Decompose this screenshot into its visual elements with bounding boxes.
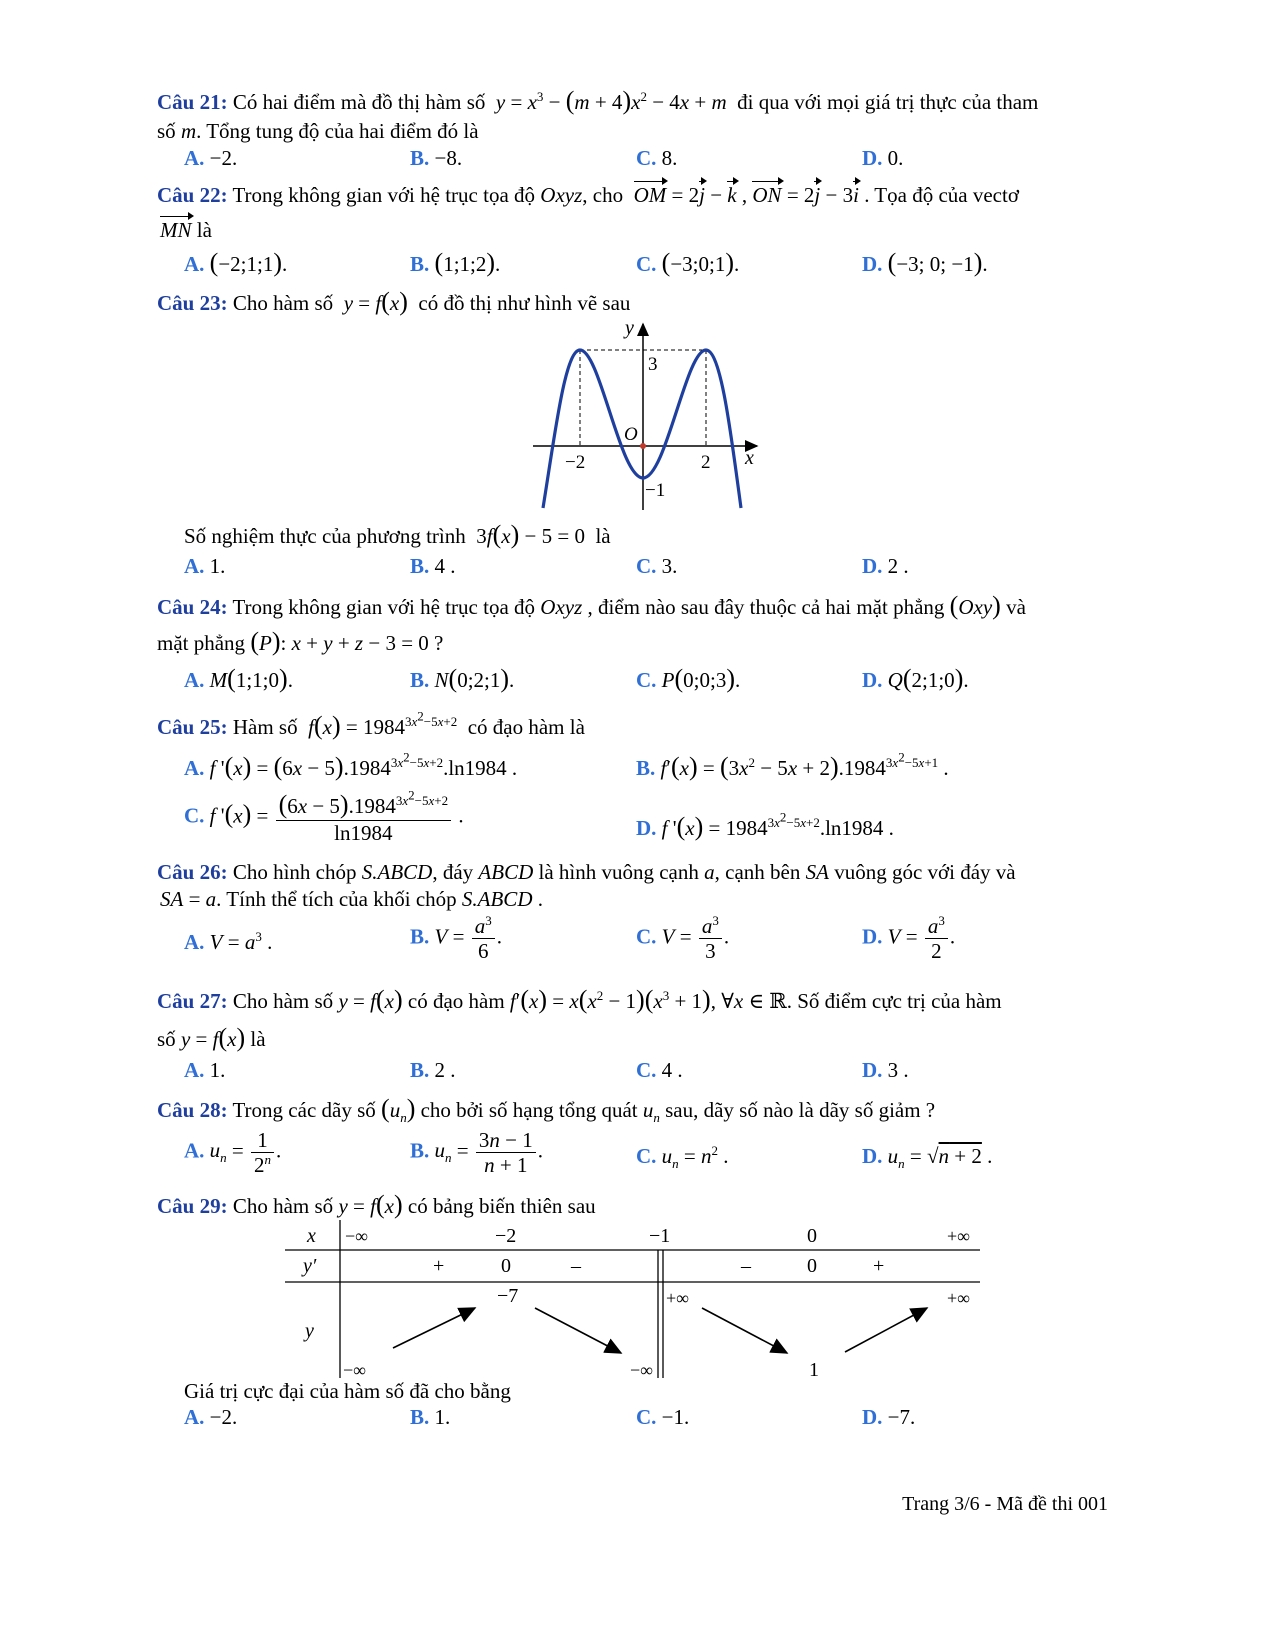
option-label: A. <box>184 756 205 780</box>
option-label: D. <box>862 252 883 276</box>
q27-line2-b: là <box>250 1027 266 1051</box>
option-label: D. <box>862 1058 883 1082</box>
q29-label: Câu 29: <box>157 1194 228 1218</box>
q28-label: Câu 28: <box>157 1098 228 1122</box>
option-value: −3; 0; −1 <box>896 252 974 276</box>
q23-line1 <box>157 287 630 317</box>
option-value: −2;1;1 <box>218 252 274 276</box>
option-value: 4 <box>661 1058 673 1082</box>
q22-text-b: , cho <box>582 183 624 207</box>
q27-text-c: . Số điểm cực trị của hàm <box>786 989 1002 1013</box>
q23-question: Số nghiệm thực của phương trình 3f(x) − 5 = 0 là <box>184 520 611 549</box>
q24-text-a: Trong không gian với hệ trục tọa độ <box>232 595 536 619</box>
q25-fraction: $\frac{(6x - 5).1984^{3x^2-5x+2}}{\ln 1984}$ <box>276 790 452 845</box>
q28-option-b[interactable]: B. $u_n$ = $\frac{3n - 1}{n + 1}$ . <box>410 1128 543 1178</box>
x-zero: 0 <box>807 1225 817 1247</box>
q28-text-a: Trong các dãy số <box>232 1098 376 1122</box>
q21-option-d[interactable]: D. 0. <box>862 146 904 170</box>
q23-text-b: có đồ thị như hình vẽ sau <box>418 291 631 315</box>
q24-option-b[interactable]: B. N(0;2;1). <box>410 664 515 693</box>
origin-dot <box>640 443 646 449</box>
option-label: B. <box>410 1138 430 1163</box>
variation-table <box>285 1220 985 1382</box>
option-label: C. <box>636 1058 657 1082</box>
option-label: C. <box>636 668 657 692</box>
option-label: A. <box>184 1405 205 1429</box>
option-value: 2 <box>887 554 899 578</box>
arrow-down-1 <box>535 1308 621 1353</box>
q21-option-b[interactable]: B. −8. <box>410 146 463 170</box>
q25-text-a: Hàm số <box>232 715 298 739</box>
option-label: C. <box>636 554 657 578</box>
q27-line2-a: số <box>157 1027 176 1051</box>
option-value: 3 <box>887 1058 899 1082</box>
option-value: −3;0;1 <box>670 252 726 276</box>
q28-option-a[interactable]: A. $u_n$ = $\frac{1}{2^n}$ . <box>184 1128 282 1178</box>
q22-formula: OM = 2j − k , ON = 2j − 3i <box>633 183 859 207</box>
q23-option-c[interactable]: C. 3. <box>636 554 678 578</box>
option-value: 1 <box>209 1058 221 1082</box>
q25-option-d[interactable]: D. f '$(x) = 1984^{3x^2-5x+2}.\ln 1984$ . <box>636 809 894 841</box>
option-label: B. <box>410 554 430 578</box>
option-label: C. <box>636 252 657 276</box>
y-plus-inf-right: +∞ <box>947 1288 970 1308</box>
y-one: 1 <box>809 1359 819 1381</box>
option-value: −8 <box>434 146 457 170</box>
x-minus-1: −1 <box>649 1225 671 1247</box>
q26-line2: SA = a. Tính thể tích của khối chóp S.ABCD . <box>160 887 543 911</box>
q26-text-d: , cạnh bên <box>714 860 801 884</box>
option-label: D. <box>862 146 883 170</box>
option-label: D. <box>862 668 883 692</box>
y-axis-label: y <box>625 317 634 339</box>
sign-minus-2: – <box>741 1255 751 1277</box>
option-label: A. <box>184 1058 205 1082</box>
q29-option-a[interactable]: A. −2. <box>184 1405 238 1429</box>
option-label: D. <box>636 816 657 840</box>
arrow-up-2 <box>845 1308 927 1352</box>
q21-text-a: Có hai điểm mà đồ thị hàm số <box>232 90 486 114</box>
q22-text-a: Trong không gian với hệ trục tọa độ <box>232 183 536 207</box>
row-x-label: x <box>307 1225 316 1247</box>
option-label: B. <box>410 668 430 692</box>
q27-option-c[interactable]: C. 4 . <box>636 1058 683 1082</box>
q24-option-d[interactable]: D. Q(2;1;0). <box>862 664 969 693</box>
fraction: $\frac{1}{2^n}$ <box>251 1128 274 1177</box>
q24-label: Câu 24: <box>157 595 228 619</box>
q26-text-e: vuông góc với đáy và <box>834 860 1016 884</box>
q22-label: Câu 22: <box>157 183 228 207</box>
q24-line2: mặt phẳng (P): x + y + z − 3 = 0 ? <box>157 627 444 656</box>
option-label: A. <box>184 1138 205 1163</box>
y-minus-inf-left: −∞ <box>343 1360 366 1380</box>
q29-text-b: có bảng biến thiên sau <box>407 1194 596 1218</box>
q26-label: Câu 26: <box>157 860 228 884</box>
q21-formula: $y = x^3 - (m + 4)x^2 - 4x + m$ <box>495 86 727 115</box>
option-label: A. <box>184 252 205 276</box>
sign-minus-1: – <box>571 1255 581 1277</box>
q29-line1: Câu 29: Cho hàm số y = f(x) có bảng biến thiên sau <box>157 1190 596 1219</box>
option-value: 1 <box>434 1405 446 1429</box>
tick-minus-1: −1 <box>645 480 666 501</box>
q28-text-b: cho bởi số hạng tổng quát <box>420 1098 638 1122</box>
q22-option-a[interactable]: A. (−2;1;1). <box>184 248 288 277</box>
q26-line1: Câu 26: Cho hình chóp S.ABCD, đáy ABCD là hình vuông cạnh a, cạnh bên SA vuông góc với đáy và <box>157 860 1016 884</box>
option-value: −2 <box>209 1405 233 1429</box>
q23-formula: y = f(x) <box>343 287 408 316</box>
option-value: 8 <box>661 146 673 170</box>
page-footer: Trang 3/6 - Mã đề thi 001 <box>902 1493 1108 1515</box>
q22-line2: MN là <box>160 218 212 242</box>
sign-plus-1: + <box>433 1255 445 1277</box>
option-label: A. <box>184 930 205 954</box>
option-value: 1 <box>209 554 221 578</box>
option-point: Q <box>887 668 903 692</box>
arrow-up-1 <box>393 1308 475 1348</box>
q23-text: Cho hàm số <box>232 291 334 315</box>
q23-option-d[interactable]: D. 2 . <box>862 554 909 578</box>
q25-text-b: có đạo hàm là <box>467 715 585 739</box>
q26-option-a[interactable]: A. $V = a^3$ . <box>184 929 273 954</box>
q22-option-c[interactable]: C. (−3;0;1). <box>636 248 740 277</box>
tick-minus-2: −2 <box>565 452 586 473</box>
q27-text-a: Cho hàm số <box>232 989 334 1013</box>
q28-option-c[interactable]: C. $u_n = n^2$ . <box>636 1143 729 1172</box>
option-label: A. <box>184 668 205 692</box>
option-label: A. <box>184 554 205 578</box>
option-label: C. <box>636 924 657 949</box>
q23-question-end: là <box>595 524 611 548</box>
q28-option-d[interactable]: D. $u_n = √n + 2$ . <box>862 1144 993 1172</box>
option-point: N <box>434 668 449 692</box>
q29-text-a: Cho hàm số <box>232 1194 334 1218</box>
option-label: D. <box>862 1405 883 1429</box>
function-curve <box>543 350 741 508</box>
option-label: B. <box>410 252 430 276</box>
q24-option-a[interactable]: A. M(1;1;0). <box>184 664 293 693</box>
y-plus-inf-mid: +∞ <box>666 1288 689 1308</box>
yprime-zero-1: 0 <box>501 1255 511 1277</box>
option-label: C. <box>184 803 205 828</box>
fraction: $\frac{a^3}{2}$ <box>925 914 948 963</box>
q22-text-c: . Tọa độ của vectơ <box>864 183 1019 207</box>
option-label: C. <box>636 1405 657 1429</box>
row-yprime-label: y′ <box>303 1255 317 1277</box>
q22-option-b[interactable]: B. (1;1;2). <box>410 248 501 277</box>
option-label: B. <box>410 1405 430 1429</box>
tick-2: 2 <box>701 452 711 473</box>
q24-option-c[interactable]: C. P(0;0;3). <box>636 664 741 693</box>
fraction: $\frac{a^3}{3}$ <box>699 914 722 963</box>
option-label: B. <box>636 756 656 780</box>
option-label: B. <box>410 924 430 949</box>
q21-option-a[interactable]: A. −2. <box>184 146 238 170</box>
option-label: C. <box>636 1144 657 1168</box>
fraction: $\frac{a^3}{6}$ <box>472 914 495 963</box>
q28-line1: Câu 28: Trong các dãy số $(u_n)$ cho bởi số hạng tổng quát $u_n$ sau, dãy số nào là dãy số giảm ? <box>157 1094 936 1126</box>
y-minus-inf-right: −∞ <box>630 1360 653 1380</box>
x-minus-inf: −∞ <box>345 1226 368 1246</box>
q26-text-b: , đáy <box>432 860 474 884</box>
y-minus-7: −7 <box>497 1285 519 1307</box>
fraction: $\frac{3n - 1}{n + 1}$ <box>476 1128 536 1177</box>
q23-graph <box>525 314 770 510</box>
option-value: 3 <box>661 554 673 578</box>
option-value: 1;1;2 <box>443 252 487 276</box>
q22-system: Oxyz <box>540 183 583 207</box>
q24-text-c: và <box>1006 595 1026 619</box>
q21-line2: số m. Tổng tung độ của hai điểm đó là <box>157 119 479 143</box>
q23-question-text: Số nghiệm thực của phương trình <box>184 524 466 548</box>
q22-option-d[interactable]: D. (−3; 0; −1). <box>862 248 988 277</box>
q27-line2: số y = f(x) là <box>157 1023 266 1052</box>
q23-option-b[interactable]: B. 4 . <box>410 554 456 578</box>
q29-option-b[interactable]: B. 1. <box>410 1405 451 1429</box>
q26-text-c: là hình vuông cạnh <box>538 860 699 884</box>
q26-option-d[interactable]: D. V = $\frac{a^3}{2}$ . <box>862 913 956 964</box>
q26-option-b[interactable]: B. V = $\frac{a^3}{6}$ . <box>410 913 502 964</box>
q24-text-b: , điểm nào sau đây thuộc cả hai mặt phẳng <box>587 595 945 619</box>
q26-option-c[interactable]: C. V = $\frac{a^3}{3}$ . <box>636 913 730 964</box>
option-point: P <box>661 668 675 692</box>
q29-option-c[interactable]: C. −1. <box>636 1405 690 1429</box>
option-label: A. <box>184 146 205 170</box>
q25-option-b[interactable]: B. $f'(x) = (3x^2 - 5x + 2).1984^{3x^2-5x+1}$ . <box>636 749 949 781</box>
q22-line2-text: là <box>196 218 212 242</box>
option-label: D. <box>862 924 883 949</box>
option-label: B. <box>410 146 430 170</box>
q27-option-b[interactable]: B. 2 . <box>410 1058 456 1082</box>
q22-line1 <box>157 183 1019 207</box>
q29-option-d[interactable]: D. −7. <box>862 1405 916 1429</box>
option-value: −2 <box>209 146 233 170</box>
q23-option-a[interactable]: A. 1. <box>184 554 226 578</box>
option-value: −1 <box>661 1405 685 1429</box>
q21-text-b: đi qua với mọi giá trị thực của tham <box>737 90 1039 114</box>
option-value: −7 <box>887 1405 911 1429</box>
x-axis-label: x <box>745 447 754 469</box>
q21-line1 <box>157 86 1038 116</box>
q21-line2-b: . Tổng tung độ của hai điểm đó là <box>196 119 479 143</box>
x-minus-2: −2 <box>495 1225 517 1247</box>
q27-label: Câu 27: <box>157 989 228 1013</box>
q21-label: Câu 21: <box>157 90 228 114</box>
q24-line2-text: mặt phẳng <box>157 631 246 655</box>
q23-label: Câu 23: <box>157 291 228 315</box>
option-value: 4 <box>434 554 446 578</box>
row-y-label: y <box>305 1320 314 1342</box>
sign-plus-2: + <box>873 1255 885 1277</box>
q25-option-a[interactable]: A. f '$(x) = (6x - 5).1984^{3x^2-5x+2}.\ln 1984$ . <box>184 749 518 781</box>
yprime-zero-2: 0 <box>807 1255 817 1277</box>
option-label: C. <box>636 146 657 170</box>
q27-option-a[interactable]: A. 1. <box>184 1058 226 1082</box>
option-label: D. <box>862 554 883 578</box>
q21-line2-a: số <box>157 119 176 143</box>
q27-option-d[interactable]: D. 3 . <box>862 1058 909 1082</box>
q25-label: Câu 25: <box>157 715 228 739</box>
q26-text-a: Cho hình chóp <box>232 860 357 884</box>
q29-question: Giá trị cực đại của hàm số đã cho bằng <box>184 1379 511 1403</box>
arrow-down-2 <box>702 1308 787 1353</box>
option-label: B. <box>410 1058 430 1082</box>
q25-line1: Câu 25: Hàm số $f(x) = 1984^{3x^2-5x+2}$ có đạo hàm là <box>157 708 585 740</box>
option-value: 0 <box>887 146 899 170</box>
option-label: D. <box>862 1144 883 1168</box>
option-point: M <box>209 668 228 692</box>
q26-line2-text: . Tính thể tích của khối chóp <box>216 887 457 911</box>
q27-text-b: có đạo hàm <box>407 989 505 1013</box>
origin-label: O <box>624 424 638 445</box>
q25-option-c[interactable]: C. f '(x) = $\frac{(6x - 5).1984^{3x^2-5x+2}}{\ln 1984}$ . <box>184 787 464 845</box>
q27-line1: Câu 27: Cho hàm số y = f(x) có đạo hàm $f'(x) = x(x^2 - 1)(x^3 + 1)$, ∀x ∈ ℝ. Số điểm cực trị của hàm <box>157 985 1002 1014</box>
q28-text-c: sau, dãy số nào là dãy số giảm ? <box>665 1098 936 1122</box>
option-value: 2 <box>434 1058 446 1082</box>
q24-line1: Câu 24: Trong không gian với hệ trục tọa độ Oxyz , điểm nào sau đây thuộc cả hai mặt phẳng (Oxy) và <box>157 591 1026 620</box>
x-plus-inf: +∞ <box>947 1226 970 1246</box>
tick-3: 3 <box>648 354 658 375</box>
q21-option-c[interactable]: C. 8. <box>636 146 678 170</box>
